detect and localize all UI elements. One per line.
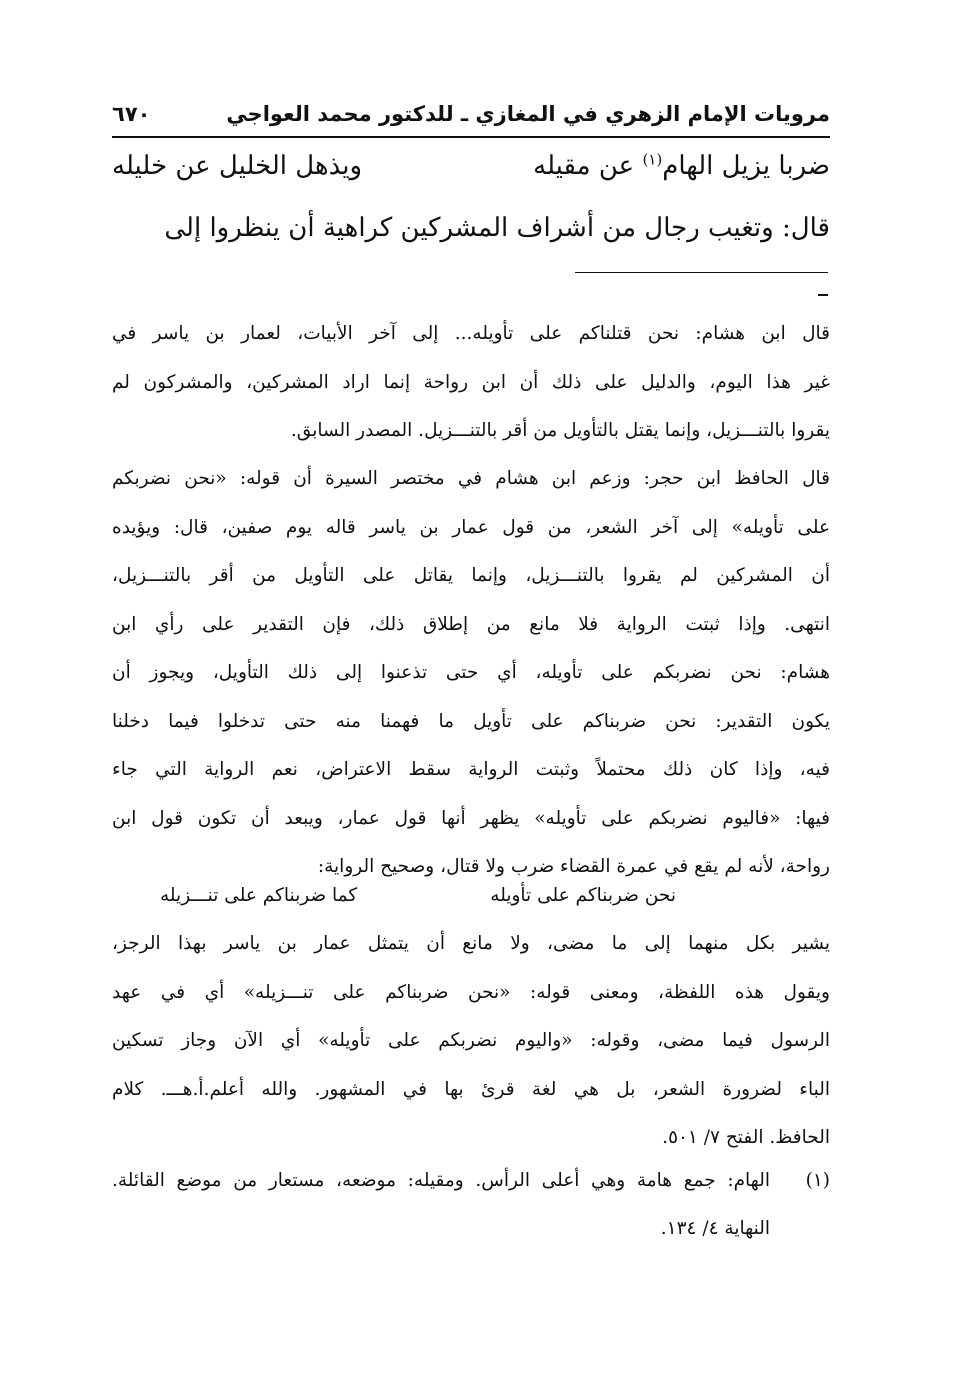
- verse-right-hemistich: [533, 146, 830, 186]
- footnote-line: يشير بكل منهما إلى ما مضى، ولا مانع أن يتمثل عمار بن ياسر بهذا الرجز،: [112, 933, 830, 954]
- footnote-body: [112, 1157, 770, 1253]
- footnote-line: قال ابن هشام: نحن قتلناكم على تأويله... إلى آخر الأبيات، لعمار بن ياسر في: [112, 323, 830, 344]
- footnote-line: ويقول هذه اللفظة، ومعنى قوله: «نحن ضربناكم على تنـــزيله» أي في عهد: [112, 981, 830, 1003]
- footnote-line: على تأويله» إلى آخر الشعر، من قول عمار بن ياسر قاله يوم صفين، قال: ويؤيده: [112, 516, 830, 538]
- footnote-verse-left: كما ضربناكم على تنـــزيله: [160, 885, 358, 906]
- footnote-line: غير هذا اليوم، والدليل على ذلك أن ابن رواحة إنما اراد المشركين، والمشركون لم: [112, 371, 830, 393]
- footnote-line: هشام: نحن نضربكم على تأويله، أي حتى تذعنوا إلى ذلك التأويل، ويجوز أن: [112, 662, 830, 683]
- page-number: ٦٧٠: [112, 102, 151, 126]
- footnote-line: الحافظ. الفتح ٧/ ٥٠١.: [662, 1127, 830, 1148]
- footnote-paragraph-1: [112, 310, 830, 456]
- verse-right-text-end: عن مقيله: [533, 151, 643, 181]
- footnote-verse-right: نحن ضربناكم على تأويله: [490, 885, 676, 906]
- footnote-line: الرسول فيما مضى، وقوله: «واليوم نضربكم على تأويله» أي الآن وجاز تسكين: [112, 1030, 830, 1051]
- footnote-line: رواحة، لأنه لم يقع في عمرة القضاء ضرب ولا قتال، وصحيح الرواية:: [317, 856, 830, 877]
- footnote-reference: (١): [642, 150, 663, 169]
- footnote-verse: [112, 872, 830, 920]
- footnote-line: أن المشركين لم يقروا بالتنـــزيل، وإنما يقاتل على التأويل من أقر بالتنـــزيل،: [112, 565, 830, 586]
- footnote-line: الهام: جمع هامة وهي أعلى الرأس. ومقيله: موضعه، مستعار من موضع القائلة.: [112, 1170, 770, 1191]
- footnote-paragraph-3: [112, 920, 830, 1163]
- running-title: مرويات الإمام الزهري في المغازي ـ للدكتور محمد العواجي: [226, 102, 830, 126]
- footnote-continuation-mark: [818, 294, 828, 296]
- footnote-line: قال الحافظ ابن حجر: وزعم ابن هشام في مختصر السيرة أن قوله: «نحن نضربكم: [112, 468, 830, 489]
- footnote-paragraph-2: [112, 455, 830, 892]
- footnote-number: (١): [805, 1170, 830, 1191]
- footnote-line: يقروا بالتنـــزيل، وإنما يقتل بالتأويل من أقر بالتنـــزيل. المصدر السابق.: [290, 420, 830, 441]
- main-text-line: قال: وتغيب رجال من أشراف المشركين كراهية أن ينظروا إلى: [164, 213, 830, 243]
- footnote-line: يكون التقدير: نحن ضربناكم على تأويل ما فهمنا منه حتى تدخلوا فيما دخلنا: [112, 710, 830, 732]
- verse-left-hemistich: ويذهل الخليل عن خليله: [112, 151, 363, 181]
- verse-right-text: ضربا يزيل الهام: [662, 151, 830, 181]
- footnote-line: النهاية ٤/ ١٣٤.: [660, 1218, 770, 1239]
- footnote-line: فيه، وإذا كان ذلك محتملاً وثبتت الرواية سقط الاعتراض، نعم الرواية التي جاء: [112, 759, 830, 780]
- footnote-line: فيها: «فاليوم نضربكم على تأويله» يظهر أنها قول عمار، ويبعد أن تكون قول ابن: [112, 807, 830, 829]
- footnote-line: انتهى. وإذا ثبتت الرواية فلا مانع من إطلاق ذلك، فإن التقدير على رأي ابن: [112, 613, 830, 635]
- footnote-separator: [575, 272, 828, 273]
- page-header: [112, 98, 830, 138]
- footnote-line: الباء لضرورة الشعر، بل هي لغة قرئ بها في المشهور. والله أعلم.أ.هـــ. كلام: [112, 1078, 830, 1100]
- poem-verse: [112, 146, 830, 186]
